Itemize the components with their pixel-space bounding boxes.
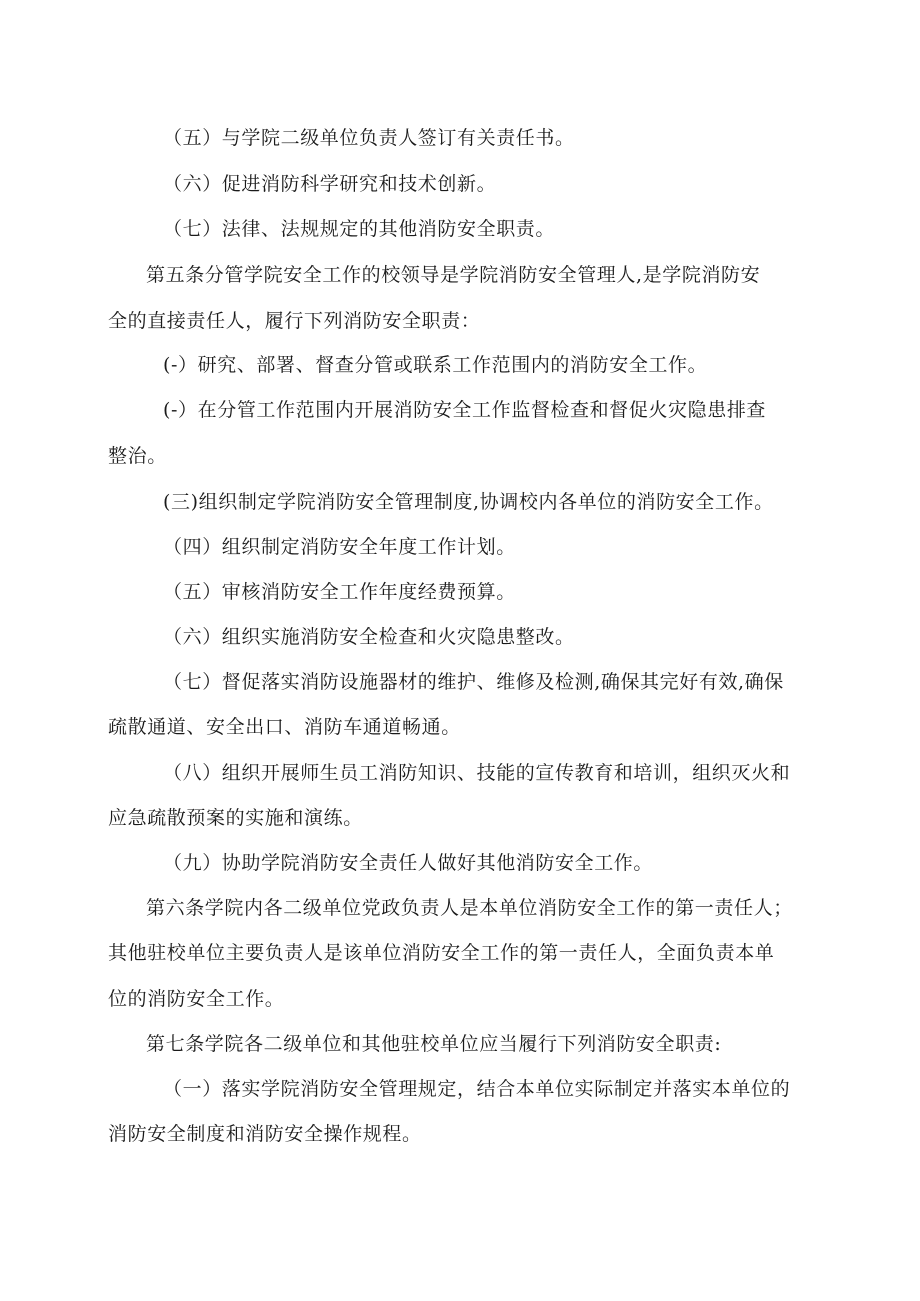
text-line: （九）协助学院消防安全责任人做好其他消防安全工作。 [163, 852, 654, 874]
text-line: （六）组织实施消防安全检查和火灾隐患整改。 [163, 626, 575, 648]
text-line: 消防安全制度和消防安全操作规程。 [108, 1123, 422, 1145]
text-line: 第六条学院内各二级单位党政负责人是本单位消防安全工作的第一责任人； [146, 897, 793, 919]
text-line: 疏散通道、安全出口、消防车通道畅通。 [108, 716, 461, 738]
text-line: (-）在分管工作范围内开展消防安全工作监督检查和督促火灾隐患排查 [163, 399, 767, 421]
text-line: 其他驻校单位主要负责人是该单位消防安全工作的第一责任人，全面负责本单 [108, 942, 775, 964]
text-line: （五）审核消防安全工作年度经费预算。 [163, 581, 516, 603]
text-line: （七）法律、法规规定的其他消防安全职责。 [163, 218, 556, 240]
text-line: 全的直接责任人，履行下列消防安全职责： [108, 310, 481, 332]
text-line: 第五条分管学院安全工作的校领导是学院消防安全管理人,是学院消防安 [146, 264, 761, 286]
text-line: （一）落实学院消防安全管理规定，结合本单位实际制定并落实本单位的 [163, 1078, 791, 1100]
text-line: 第七条学院各二级单位和其他驻校单位应当履行下列消防安全职责: [146, 1033, 722, 1055]
text-line: 整治。 [108, 445, 167, 467]
text-line: （八）组织开展师生员工消防知识、技能的宣传教育和培训，组织灭火和 [163, 762, 791, 784]
text-line: (-）研究、部署、督查分管或联系工作范围内的消防安全工作。 [163, 354, 708, 376]
text-line: （四）组织制定消防安全年度工作计划。 [163, 536, 516, 558]
text-line: （七）督促落实消防设施器材的维护、维修及检测,确保其完好有效,确保 [163, 671, 784, 693]
text-line: (三)组织制定学院消防安全管理制度,协调校内各单位的消防安全工作。 [163, 491, 774, 513]
text-line: （五）与学院二级单位负责人签订有关责任书。 [163, 127, 575, 149]
text-line: （六）促进消防科学研究和技术创新。 [163, 173, 497, 195]
text-line: 应急疏散预案的实施和演练。 [108, 807, 363, 829]
text-line: 位的消防安全工作。 [108, 988, 285, 1010]
